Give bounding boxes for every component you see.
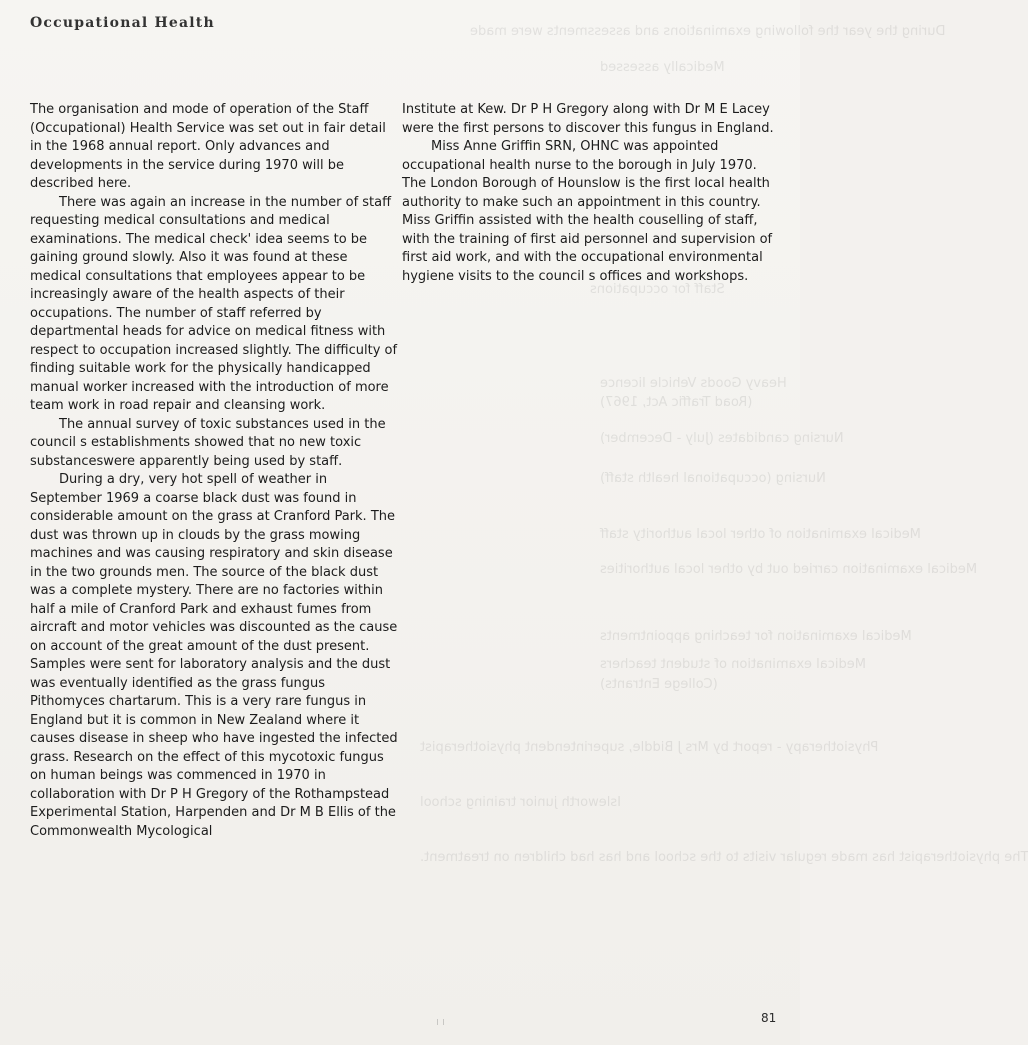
paragraph: The organisation and mode of operation of the Staff (Occupational) Health Service was set out in fair detail in the 1968 annual report. Only advances and developments in the service during 1970 will be described here. bbox=[30, 102, 386, 191]
paragraph: The annual survey of toxic substances used in the council s establishments showed that no new toxic substanceswere apparently being used by staff. bbox=[30, 416, 386, 469]
scan-mark bbox=[437, 1019, 444, 1025]
page-number: 81 bbox=[761, 1011, 777, 1025]
right-column bbox=[402, 101, 774, 286]
bleed-through-text: During the year the Nursing Nursing Medical examination Medical examination carried Medical examination Medical Physiotherapy The physiotherapist has made regular bbox=[775, 24, 1028, 865]
left-column bbox=[30, 101, 398, 841]
paragraph: There was again an increase in the number of staff requesting medical consultations and medical examinations. The medical check' idea seems to be gaining ground slowly. Also it was found at these medical consultations that employees appear to be increasingly aware of the health aspects of their occupations. The number of staff referred by departmental heads for advice on medical fitness with respect to occupation increased slightly. The difficulty of finding suitable work for the physically handicapped manual worker increased with the introduction of more team work in road repair and cleansing work. bbox=[30, 194, 398, 413]
section-header: Occupational Health bbox=[30, 15, 215, 31]
paragraph: During a dry, very hot spell of weather in September 1969 a coarse black dust was found in considerable amount on the grass at Cranford Park. The dust was thrown up in clouds by the grass mowing machines and was causing respiratory and skin disease in the two grounds men. The source of the black dust was a complete mystery. There are no factories within half a mile of Cranford Park and exhaust fumes from aircraft and motor vehicles was discounted as the cause on account of the great amount of the dust present. Samples were sent for laboratory analysis and the dust was eventually identified as the grass fungus Pithomyces chartarum. This is a very rare fungus in England but it is common in New Zealand where it causes disease in sheep who have ingested the infected grass. Research on the effect of this mycotoxic fungus on human beings was commenced in 1970 in collaboration with Dr P H Gregory of the Rothampstead Experimental Station, Harpenden and Dr M B Ellis of the Commonwealth Mycological bbox=[30, 472, 398, 839]
paragraph: Miss Anne Griffin SRN, OHNC was appointed occupational health nurse to the borough in July 1970. The London Borough of Hounslow is the first local health authority to make such an appointment in this country. Miss Griffin assisted with the health couselling of staff, with the training of first aid personnel and supervision of first aid work, and with the occupational environmental hygiene visits to the council s offices and workshops. bbox=[402, 139, 773, 284]
paragraph: Institute at Kew. Dr P H Gregory along with Dr M E Lacey were the first persons to discover this fungus in England. bbox=[402, 102, 774, 136]
